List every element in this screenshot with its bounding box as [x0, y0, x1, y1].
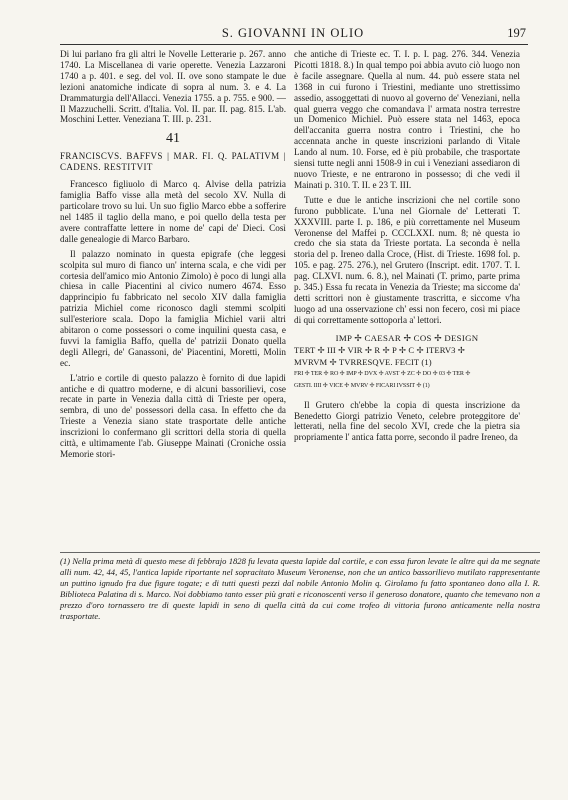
entry-number: 41 — [166, 131, 180, 147]
left-paragraph-1: Francesco figliuolo di Marco q. Alvise della patrizia famiglia Baffo visse alla metà del secolo XV. Nulla di particolare trovo su lui. Un suo figlio Marco ebbe a sofferire nel 1485 il taglio della mano, e poi quello della testa per avere contraffatte lettere in nome de' capi de' Dieci. Così dalle genealogie di Marco Barbaro. — [60, 179, 286, 244]
footnote-text: (1) Nella prima metà di questo mese di febbrajo 1828 fu levata questa lapide dal cortile, e con essa furon levate le altre qui da me segnate alli num. 42, 44, 45, l'antica lapide riportante nel sopracitato Museum Veronense, non che un antico bassorilievo mutilato rappresentante un puttino ignudo fra due figure togate; e di tutti questi pezzi dal nobile Antonio Molin q. Girolamo fu fatto spontaneo dono alla I. R. Biblioteca Palatina di s. Marco. Noi dobbiamo tanto esser più grati e riconoscenti verso il generoso donatore, quanto che temevano non a prezzo d'oro tornassero tre di queste lapidi in seno di quella città da cui come trofeo di vittoria furono anticamente nella nostra trasportate. — [60, 556, 540, 621]
inscription-line: TERT ✢ III ✢ VIR ✢ R ✢ P ✢ C ✢ ITERV3 ✢ — [294, 344, 466, 355]
right-column — [294, 49, 520, 443]
inscription-line: IMP ✢ CAESAR ✢ COS ✢ DESIGN — [335, 332, 479, 343]
left-paragraph-3: L'atrio e cortile di questo palazzo è fornito di due lapidi antiche e di quattro moderne, e di alcuni bassorilievi, cose recate in parte in Venezia dalla città di Trieste per opera, sembra, di uno de' possessori della casa. In effetto che da Trieste a Venezia siano state trasportate delle antiche inscrizioni lo confermano gli scrittori della storia di quella città, e ultimamente l'ab. Giuseppe Mainati (Croniche ossia Memorie stori- — [60, 372, 286, 459]
inscription-line: GESTI. IIII ✢ VICE ✢ MVRV ✢ FICARI IVSSIT ✢ (1) — [294, 382, 430, 389]
left-paragraph-2: Il palazzo nominato in questa epigrafe (che leggesi scolpita sul muro di fianco un' interna scala, e che vidi per cortesia dell'amico mio Antonio Zimolo) è poco di lungi alla chiesa in calle Piacentini al civico numero 4674. Esso dapprincipio fu fabbricato nel secolo XIV dalla famiglia patrizia Michiel come riconosco dagli stemmi scolpiti sull'esteriore scala. Dopo la famiglia Michiel varii altri abitaron o come possessori o come inquilini questa casa, e fuvvi la famiglia Baffo, quella de' patrizii Donato quella degli Allegri, de' Ganassoni, de' Piacentini, Moretti, Molin ec. — [60, 248, 286, 368]
latin-inscription — [294, 332, 520, 392]
dedication-inscription: FRANCISCVS. BAFFVS | MAR. FI. Q. PALATIVM | CADENS. RESTITVIT — [60, 151, 286, 173]
right-paragraph-1: che antiche di Trieste ec. T. I. p. I. pag. 276. 344. Venezia Picotti 1818. 8.) In qual tempo poi abbia avuto ciò luogo non è facile assegnare. Quella al num. 44. può essere stata nel 1368 in cui furono i Triestini, mediante uno strettissimo assedio, assoggettati di nuovo al governo de' Veneziani, nella qual guerra veggo che comandava l' armata nostra terrestre un Domenico Michiel. Può essere stata nel 1463, epoca dell'accanita guerra nostra contro i Triestini, che ho accennata anche in queste inscrizioni parlando di Vitale Lando al num. 10. Forse, ed è più probabile, che trasportate siensi tutte negli anni 1508-9 in cui i Veneziani assediaron di nuovo Trieste, e ne entrarono in possesso; di che vedi il Mainati p. 310. T. II. e 23 T. III. — [294, 49, 520, 190]
footnote — [60, 556, 540, 621]
inscription-line: MVRVM ✢ TVRRESQVE. FECIT (1) — [294, 356, 432, 367]
running-title: S. GIOVANNI IN OLIO — [221, 26, 365, 40]
right-paragraph-3: Il Grutero ch'ebbe la copia di questa inscrizione da Benedetto Giorgi patrizio Veneto, celebre proteggitore de' letterati, nella fine del secolo XVI, crede che la pietra sia propriamente l' antica fatta porre, secondo il padre Ireneo, da — [294, 399, 520, 443]
inscription-line: FRI ✢ TER ✢ RO ✢ IMP ✢ DVX ✢ AVST ✢ ZC ✢ DO ✢ 03 ✢ TER ✢ — [294, 370, 471, 377]
running-header — [60, 26, 526, 44]
left-column — [60, 49, 286, 460]
header-rule — [60, 44, 528, 45]
footnote-rule — [60, 552, 540, 553]
page-number: 197 — [507, 26, 526, 40]
left-paragraph-top: Di lui parlano fra gli altri le Novelle Letterarie p. 267. anno 1740. La Miscellanea di varie operette. Venezia Lazzaroni 1740 a p. 401. e seg. del vol. II. ove sono stampate le due lezioni anatomiche indicate di sopra al num. 3. e 4. La Drammaturgia dell'Allacci. Venezia 1755. a p. 755. e 900. — Il Mazzuchelli. Scritt. d'Italia. Vol. II. par. II. pag. 815. L'ab. Moschini Letter. Veneziana T. III. p. 231. — [60, 49, 286, 125]
right-paragraph-2: Tutte e due le antiche inscrizioni che nel cortile sono furono pubblicate. L'una nel Giornale de' Letterati T. XXXVIII. parte I. p. 186, e più correttamente nel Museum Veronense del Maffei p. CCCLXXI. num. 8; nè questa io credo che sia stata da Trieste portata. La seconda è nella storia del p. Ireneo dalla Croce, (Hist. di Trieste. 1698 fol. p. 105. e pag. 275. 276.), nel Grutero (Inscript. edit. 1707. T. I. pag. CLXVI. num. 6. 8.), nel Mainati (T. primo, parte prima p. 345.) Essa fu recata in Venezia da Trieste; ma siccome da' detti scrittori non è giustamente trascritta, e siccome v'ha luogo ad una osservazione ch' essi non fecero, così mi piace di qui correttamente sottoporla a' lettori. — [294, 194, 520, 325]
